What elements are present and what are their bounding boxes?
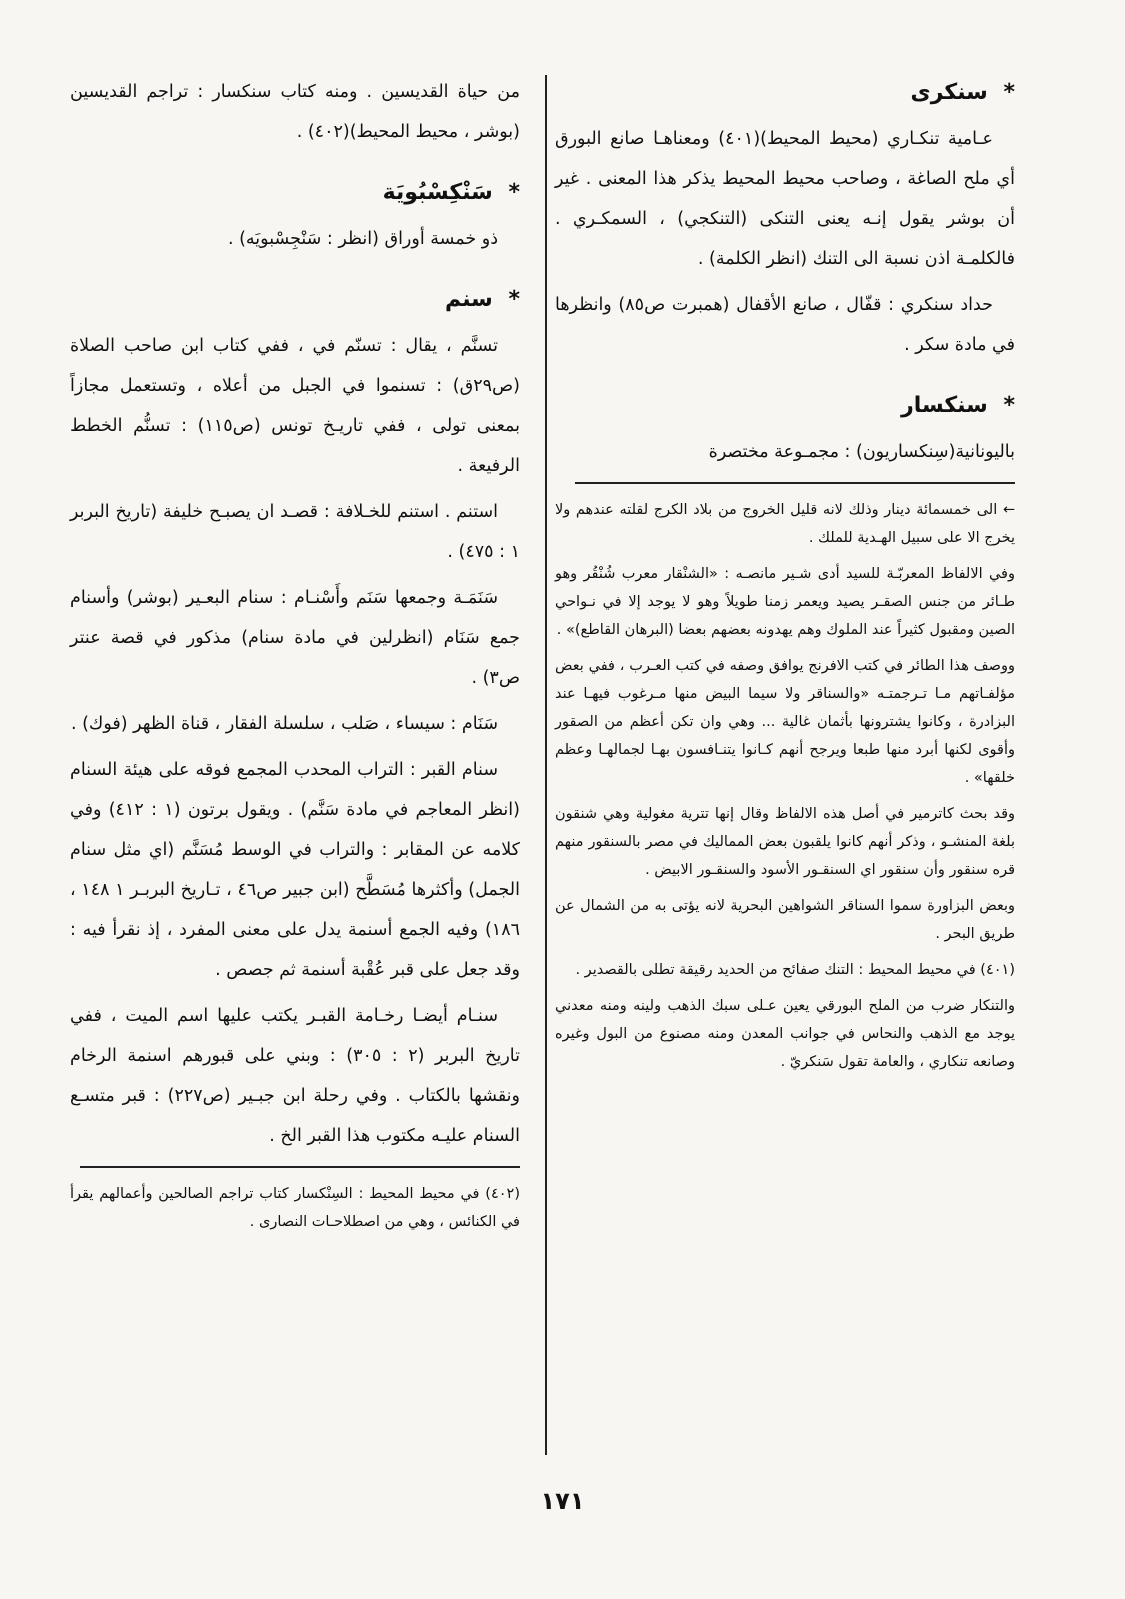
entry-sinkisar bbox=[555, 393, 1015, 472]
entry-paragraph: حداد سنكري : قفّال ، صانع الأقفال (همبرت ص٨٥) وانظرها في مادة سكر . bbox=[555, 295, 1015, 355]
left-column bbox=[70, 72, 520, 1244]
footnote-text: ووصف هذا الطائر في كتب الافرنج يوافق وصفه في كتب العـرب ، ففي بعض مؤلفـاتهم مـا تـرجمتـه «والسناقر ولا سيما البيض منها مـرغوب فيهـا عند البزادرة ، وكانوا يشترونها بأثمان غالية ... وهي وان تكن أعظم من الصقور وأقوى لكنها أبرد منها طبعا ويرجح أنهم كـانوا يتنـافسون بهـا لجمالهـا وعظم خلقها» . bbox=[555, 658, 1015, 786]
entry-paragraph: باليونانية(سِنكساريون) : مجمـوعة مختصرة bbox=[708, 442, 1015, 462]
entry-sankisbuya bbox=[70, 180, 520, 259]
footnotes bbox=[555, 496, 1015, 1076]
footnote-text: ← الى خمسمائة دينار وذلك لانه قليل الخروج من بلاد الكرج لقلته عندهم ولا يخرج الا على سبيل الهـدية للملك . bbox=[555, 502, 1015, 546]
entry-star-icon: * bbox=[1003, 80, 1015, 105]
entry-paragraph: تسنَّم ، يقال : تسنّم في ، ففي كتاب ابن صاحب الصلاة (ص٢٩ق) : تسنموا في الجبل من أعلاه ، وتستعمل مجازاً بمعنى تولى ، ففي تاريـخ تونس (ص١١٥) : تسنُّم الخطط الرفيعة . bbox=[70, 336, 521, 476]
entry-paragraph: عـامية تنكـاري (محيط المحيط)(٤٠١) ومعناهـا صانع البورق أي ملح الصاغة ، وصاحب محيط المحيط يذكر هذا المعنى . غير أن بوشر يقول إنـه يعنى التنكى (التنكجي) ، السمكـري . فالكلمـة اذن نسبة الى التنك (انظر الكلمة) . bbox=[555, 129, 1015, 269]
page-number: ١٧١ bbox=[540, 1487, 585, 1515]
entry-sankari bbox=[555, 80, 1015, 365]
entry-title: سنكسار bbox=[901, 393, 988, 418]
footnote-text: وبعض البزاورة سموا السناقر الشواهين البحرية لانه يؤتى به من الشمال عن طريق البحر . bbox=[555, 898, 1015, 942]
entry-star-icon: * bbox=[508, 180, 520, 205]
entry-paragraph: سنـام أيضـا رخـامة القبـر يكتب عليها اسم الميت ، ففي تاريخ البربر (٢ : ٣٠٥) : وبني على قبورهم اسنمة الرخام ونقشها بالكتاب . وفي رحلة ابن جبـير (ص٢٢٧) : قبر متسـع السنام عليـه مكتوب هذا القبر الخ . bbox=[70, 1006, 521, 1146]
entry-paragraph: سَنَام : سيساء ، صَلب ، سلسلة الفقار ، قناة الظهر (فوك) . bbox=[70, 714, 498, 734]
entry-paragraph: استنم . استنم للخـلافة : قصـد ان يصبـح خليفة (تاريخ البربر ١ : ٤٧٥) . bbox=[70, 502, 520, 562]
footnote-text: والتنكار ضرب من الملح البورقي يعين عـلى سبك الذهب ولينه ومنه معدني يوجد مع الذهب والنحاس في جوانب المعدن ومنه مصنوع من البول وغيره وصانعه تنكاري ، والعامة تقول سَنكريّ . bbox=[555, 998, 1015, 1070]
entry-paragraph: سَنَمَـة وجمعها سَنَم وأَسْنـام : سنام البعـير (بوشر) وأسنام جمع سَنَام (انظرلين في مادة سنام) مذكور في قصة عنتر ص٣) . bbox=[70, 588, 520, 688]
entry-sanam bbox=[70, 287, 520, 1156]
column-divider bbox=[545, 75, 547, 1455]
entry-title: سنم bbox=[444, 287, 493, 312]
footnote-text: وفي الالفاظ المعربّـة للسيد أدى شـير مانصـه : «الشنْقار معرب شُنْقُر وهو طـائر من جنس الصقـر يصيد ويعمر زمنا طويلاً وهو لا يوجد إلا في نـواحي الصين ومقبول كثيراً عند الملوك وهم يهدونه بعضهم بعضا (البرهان القاطع)» . bbox=[555, 566, 1015, 638]
entry-star-icon: * bbox=[508, 287, 520, 312]
footnote-text: (٤٠٢) في محيط المحيط : السِنْكسار كتاب تراجم الصالحين وأعمالهم يقرأ في الكنائس ، وهي من اصطلاحـات النصارى . bbox=[70, 1186, 520, 1230]
right-column bbox=[555, 80, 1015, 1084]
footnote-separator bbox=[80, 1166, 520, 1168]
entry-paragraph: ذو خمسة أوراق (انظر : سَنْجِسْبويَه) . bbox=[227, 229, 498, 249]
entry-heading bbox=[555, 393, 1015, 418]
footnote-text: وقد بحث كاترمير في أصل هذه الالفاظ وقال إنها تترية مغولية وهي شنقون بلغة المنشـو ، وذكر أنهم كانوا يلقبون بعض المماليك في مصر بالسنقور منهم قره سنقور وأن سنقور اي السنقـور الأسود والسنقـور الابيض . bbox=[555, 806, 1015, 878]
entry-title: سَنْكِسْبُويَة bbox=[382, 180, 493, 205]
entry-heading bbox=[70, 287, 520, 312]
footnote-text: (٤٠١) في محيط المحيط : التنك صفائح من الحديد رقيقة تطلى بالقصدير . bbox=[575, 962, 1015, 978]
entry-title: سنكرى bbox=[910, 80, 988, 105]
entry-heading bbox=[70, 180, 520, 205]
entry-paragraph: سنام القبر : التراب المحدب المجمع فوقه على هيئة السنام (انظر المعاجم في مادة سَنَّم) . ويقول برتون (١ : ٤١٢) وفي كلامه عن المقابر : والتراب في الوسط مُسَنَّم (اي مثل سنام الجمل) وأكثرها مُسَطَّح (ابن جبير ص٤٦ ، تـاريخ البربـر ١ ١٤٨ ، ١٨٦) وفيه الجمع أسنمة يدل على معنى المفرد ، إذ نقرأ فيه : وقد جعل على قبر عُقْبة أسنمة ثم جصص . bbox=[70, 760, 520, 980]
lead-paragraph: من حياة القديسين . ومنه كتاب سنكسار : تراجم القديسين (بوشر ، محيط المحيط)(٤٠٢) . bbox=[70, 82, 520, 142]
entry-star-icon: * bbox=[1003, 393, 1015, 418]
entry-heading bbox=[555, 80, 1015, 105]
footnote-separator bbox=[575, 482, 1015, 484]
